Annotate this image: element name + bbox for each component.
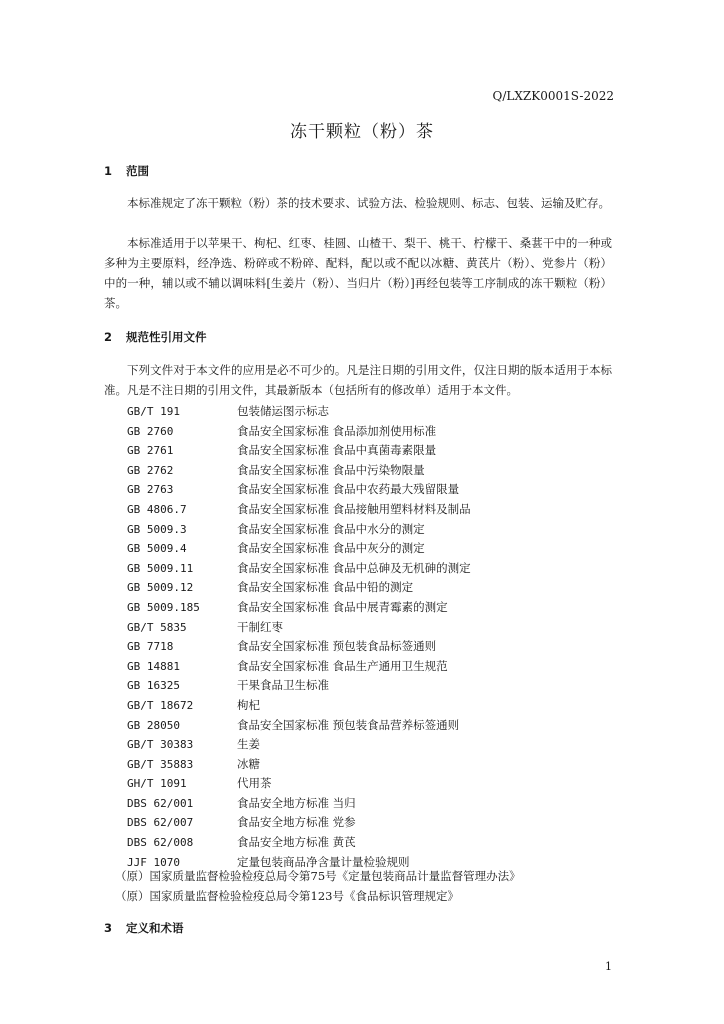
reference-item (127, 813, 471, 833)
reference-code: GB 5009.185 (127, 600, 200, 614)
reference-name: 代用茶 (237, 776, 272, 791)
regulation-notes (115, 866, 521, 906)
regulation-note: （原）国家质量监督检验检疫总局令第75号《定量包装商品计量监督管理办法》 (115, 869, 521, 883)
reference-item (127, 637, 471, 657)
reference-name: 食品安全国家标准 食品中农药最大残留限量 (237, 482, 460, 497)
reference-list (127, 402, 471, 872)
reference-code: DBS 62/007 (127, 816, 194, 830)
reference-code: DBS 62/001 (127, 796, 194, 810)
page-number: 1 (605, 960, 612, 973)
reference-item (127, 461, 471, 481)
reference-code: GB 14881 (127, 659, 180, 673)
section-number: 2 (104, 330, 113, 344)
reference-name: 冰糖 (237, 756, 260, 771)
reference-code: GH/T 1091 (127, 777, 187, 791)
reference-code: GB 5009.4 (127, 542, 187, 556)
reference-name: 食品安全国家标准 食品接触用塑料材料及制品 (237, 501, 471, 516)
reference-item (127, 480, 471, 500)
reference-name: 食品安全国家标准 食品中铅的测定 (237, 580, 414, 595)
reference-item (127, 598, 471, 618)
reference-name: 食品安全国家标准 预包装食品营养标签通则 (237, 717, 460, 732)
regulation-note: （原）国家质量监督检验检疫总局令第123号《食品标识管理规定》 (115, 889, 459, 903)
scope-paragraph-2: 本标准适用于以苹果干、枸杞、红枣、桂圆、山楂干、梨干、桃干、柠檬干、桑葚干中的一种或多种为主要原料，经净选、粉碎或不粉碎、配料，配以或不配以冰糖、黄芪片（粉）、党参片（粉）中的一种，辅以或不辅以调味料[生姜片（粉）、当归片（粉）]再经包装等工序制成的冻干颗粒（粉）茶。 (104, 236, 612, 310)
reference-item (127, 402, 471, 422)
section-number: 1 (104, 164, 113, 178)
reference-code: GB/T 5835 (127, 620, 187, 634)
reference-code: GB 16325 (127, 679, 180, 693)
reference-code: GB 5009.3 (127, 522, 187, 536)
reference-name: 包装储运图示标志 (237, 404, 329, 418)
reference-code: GB 4806.7 (127, 502, 187, 516)
reference-item (127, 520, 471, 540)
reference-name: 食品安全国家标准 食品中污染物限量 (237, 462, 425, 477)
reference-item (127, 422, 471, 442)
reference-code: GB 2763 (127, 483, 174, 497)
references-intro: 下列文件对于本文件的应用是必不可少的。凡是注日期的引用文件，仅注日期的版本适用于本标准。凡是不注日期的引用文件，其最新版本（包括所有的修改单）适用于本文件。 (104, 363, 612, 397)
reference-item (127, 774, 471, 794)
reference-name: 食品安全国家标准 食品添加剂使用标准 (237, 423, 437, 438)
reference-name: 食品安全国家标准 食品中水分的测定 (237, 521, 425, 536)
reference-code: GB 5009.11 (127, 561, 194, 575)
reference-code: GB 5009.12 (127, 581, 194, 595)
reference-name: 食品安全国家标准 食品中总砷及无机砷的测定 (237, 560, 471, 575)
reference-name: 定量包装商品净含量计量检验规则 (237, 854, 410, 869)
reference-name: 食品安全国家标准 食品中展青霉素的测定 (237, 599, 448, 614)
reference-name: 干果食品卫生标准 (237, 678, 329, 693)
section-title: 规范性引用文件 (126, 330, 207, 344)
reference-name: 枸杞 (237, 697, 260, 712)
reference-code: GB/T 18672 (127, 698, 194, 712)
section-number: 3 (104, 921, 113, 935)
reference-item (127, 676, 471, 696)
reference-item (127, 833, 471, 853)
section-heading-references (104, 329, 207, 345)
reference-code: GB/T 30383 (127, 738, 194, 752)
reference-item (127, 578, 471, 598)
reference-code: GB 2760 (127, 424, 174, 438)
reference-code: GB/T 191 (127, 405, 180, 418)
document-title: 冻干颗粒（粉）茶 (290, 122, 434, 142)
reference-item (127, 716, 471, 736)
reference-code: DBS 62/008 (127, 836, 194, 850)
reference-code: GB 2761 (127, 444, 174, 458)
reference-code: GB/T 35883 (127, 757, 194, 771)
reference-item (127, 559, 471, 579)
reference-name: 食品安全国家标准 预包装食品标签通则 (237, 639, 437, 654)
reference-code: GB 2762 (127, 463, 174, 477)
reference-item (127, 500, 471, 520)
reference-item (127, 539, 471, 559)
reference-name: 食品安全地方标准 黄芪 (237, 835, 356, 850)
reference-code: GB 28050 (127, 718, 180, 732)
section-title: 定义和术语 (126, 921, 184, 935)
reference-item (127, 696, 471, 716)
reference-item (127, 618, 471, 638)
section-title: 范围 (126, 164, 150, 178)
reference-item (127, 735, 471, 755)
reference-code: GB 7718 (127, 640, 174, 654)
reference-name: 干制红枣 (237, 619, 283, 634)
reference-code: JJF 1070 (127, 855, 180, 869)
reference-item (127, 794, 471, 814)
reference-item (127, 755, 471, 775)
scope-paragraph-1: 本标准规定了冻干颗粒（粉）茶的技术要求、试验方法、检验规则、标志、包装、运输及贮存。 (127, 196, 610, 210)
reference-name: 食品安全国家标准 食品中真菌毒素限量 (237, 443, 437, 458)
reference-name: 食品安全国家标准 食品中灰分的测定 (237, 541, 425, 556)
document-code: Q/LXZK0001S-2022 (492, 89, 614, 103)
section-heading-scope (104, 163, 149, 179)
reference-name: 食品安全地方标准 当归 (237, 795, 356, 810)
section-heading-definitions (104, 920, 184, 936)
reference-item (127, 441, 471, 461)
reference-name: 食品安全地方标准 党参 (237, 815, 356, 830)
reference-name: 生姜 (237, 737, 260, 752)
reference-item (127, 657, 471, 677)
reference-name: 食品安全国家标准 食品生产通用卫生规范 (237, 658, 448, 673)
